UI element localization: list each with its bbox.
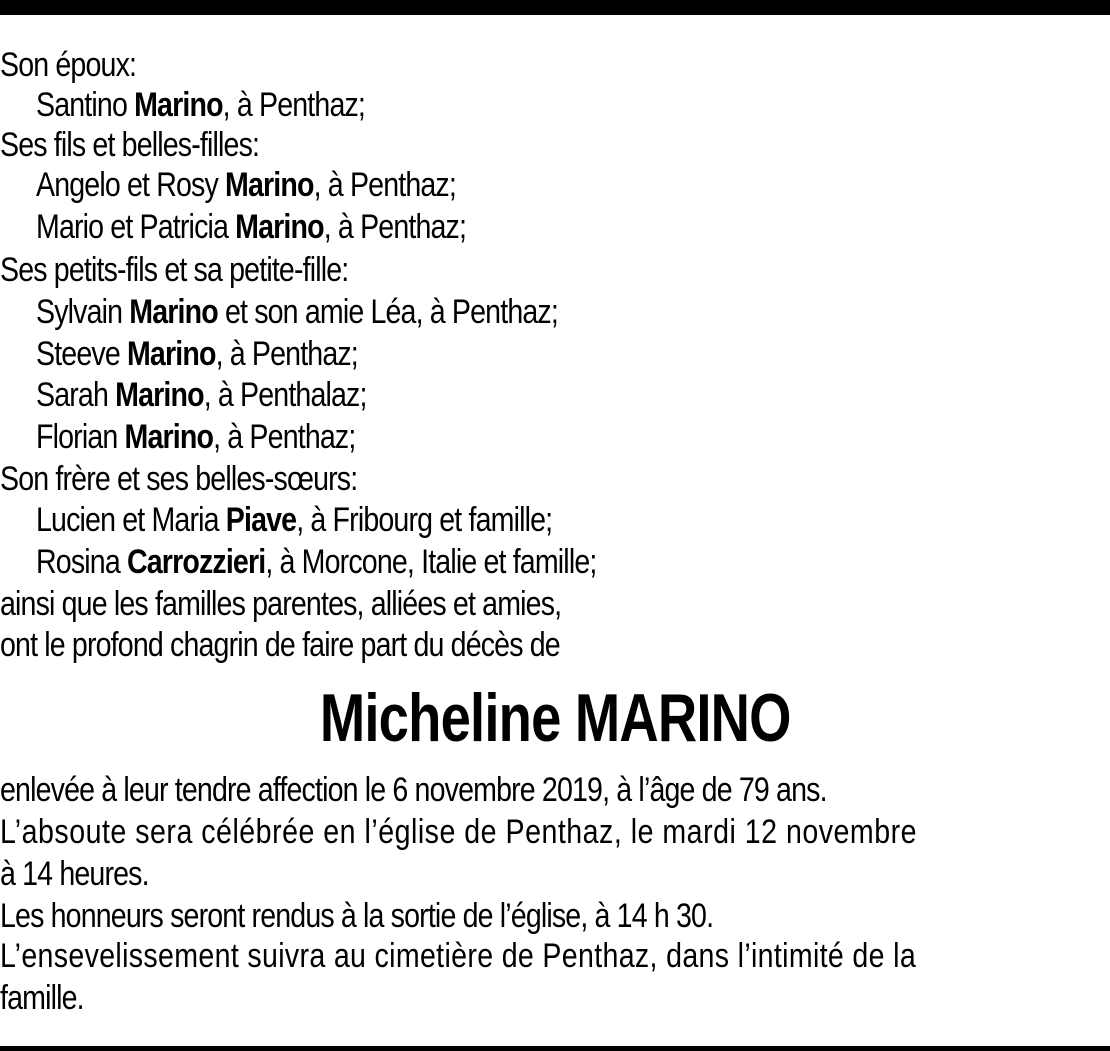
given-names: Mario et Patricia — [36, 208, 229, 246]
grandchild-entry — [36, 417, 355, 457]
details-line: L’absoute sera célébrée en l’église de Penthaz, le mardi 12 novembre — [0, 813, 918, 851]
entry-rest: , à Penthalaz; — [203, 376, 367, 414]
grandchild-entry — [36, 292, 558, 332]
given-names: Florian — [36, 418, 118, 456]
surname: Marino — [124, 418, 214, 456]
details-line: Les honneurs seront rendus à la sortie de l’église, à 14 h 30. — [0, 897, 714, 935]
surname: Marino — [225, 166, 314, 204]
entry-rest: , à Penthaz; — [215, 335, 358, 373]
spouse-entry — [36, 85, 365, 125]
siblings-heading: Son frère et ses belles-sœurs: — [0, 460, 358, 498]
grandchild-entry — [36, 334, 358, 374]
spouse-heading: Son époux: — [0, 46, 137, 84]
surname: Marino — [129, 293, 218, 331]
entry-rest: , à Penthaz; — [323, 208, 467, 246]
bottom-rule — [0, 1046, 1110, 1051]
closing-line: ont le profond chagrin de faire part du décès de — [0, 626, 560, 664]
details-line: enlevée à leur tendre affection le 6 novembre 2019, à l’âge de 79 ans. — [0, 771, 827, 809]
entry-rest: , à Fribourg et famille; — [296, 501, 553, 539]
grandchild-entry — [36, 375, 367, 415]
sons-heading: Ses fils et belles-filles: — [0, 126, 260, 164]
closing-line: ainsi que les familles parentes, alliées et amies, — [0, 585, 562, 623]
given-names: Rosina — [36, 543, 120, 581]
surname: Carrozzieri — [126, 543, 266, 581]
surname: Marino — [115, 376, 204, 414]
entry-rest: , à Penthaz; — [222, 86, 366, 124]
deceased-name-text: Micheline MARINO — [319, 680, 791, 756]
details-line: famille. — [0, 979, 84, 1017]
surname: Piave — [225, 501, 297, 539]
entry-rest: , à Penthaz; — [213, 418, 356, 456]
surname: Marino — [235, 208, 324, 246]
entry-rest: , à Penthaz; — [313, 166, 456, 204]
given-names: Steeve — [36, 335, 120, 373]
details-line: à 14 heures. — [0, 855, 149, 893]
grandchildren-heading: Ses petits-fils et sa petite-fille: — [0, 251, 349, 289]
deceased-name — [0, 678, 1110, 758]
son-entry — [36, 165, 456, 205]
son-entry — [36, 207, 466, 247]
sibling-entry — [36, 542, 596, 582]
given-names: Sarah — [36, 376, 109, 414]
given-names: Sylvain — [36, 293, 123, 331]
given-names: Lucien et Maria — [36, 501, 219, 539]
entry-rest: , à Morcone, Italie et famille; — [265, 543, 597, 581]
sibling-entry — [36, 500, 552, 540]
top-rule — [0, 0, 1110, 15]
details-line: L’ensevelissement suivra au cimetière de Penthaz, dans l’intimité de la — [0, 937, 917, 975]
given-names: Santino — [36, 86, 127, 124]
surname: Marino — [134, 86, 223, 124]
entry-rest: et son amie Léa, à Penthaz; — [217, 293, 558, 331]
given-names: Angelo et Rosy — [36, 166, 218, 204]
surname: Marino — [126, 335, 216, 373]
